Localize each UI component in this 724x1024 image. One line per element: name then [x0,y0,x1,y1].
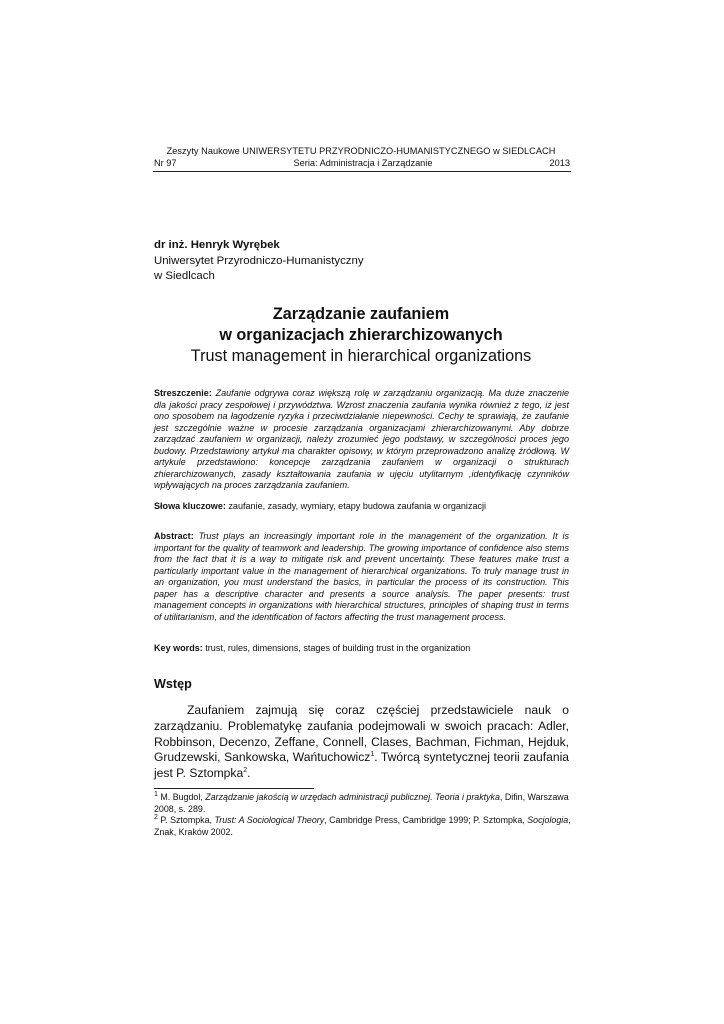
author-name: dr inż. Henryk Wyrębek [154,239,280,251]
footnote-2-book-title-1: Trust: A Sociological Theory [214,815,325,826]
key-words-label: Key words: [154,643,203,653]
slowa-kluczowe-text: zaufanie, zasady, wymiary, etapy budowa zaufania w organizacji [228,501,487,511]
streszczenie-block [154,388,569,492]
footnote-2-middle: , Cambridge Press, Cambridge 1999; P. Sztompka, [324,815,528,826]
author-block [154,238,364,285]
author-city: w Siedlcach [154,270,215,283]
issue-number: Nr 97 [154,158,177,168]
abstract-text: Trust plays an increasingly important role in the management of the organization. It is important for the quality of teamwork and leadership. The growing importance of confidence also stems from the fact that it is a way to mitigate risk and prevent uncertainty. These features make trust a particularly important value in the management of hierarchical organizations. To truly manage trust in an organization, you must understand the basics, in particular the process of its construction. This paper has a descriptive character and presents a source analysis. The paper presents: trust management concepts in organizations with hierarchical structures, principles of shaping trust in terms of utilitarianism, and the identification of factors affecting the trust management process. [154,531,569,622]
footnote-2-author: P. Sztompka, [157,815,215,826]
intro-paragraph [154,703,569,782]
footnote-2 [154,815,572,838]
title-polish-line-1: Zarządzanie zaufaniem [272,305,450,323]
footnote-1-publisher: , Difin, Warszawa 2008, s. 289. [154,792,569,814]
streszczenie-text: Zaufanie odgrywa coraz większą rolę w zarządzaniu organizacją. Ma duże znaczenie dla jakości pracy zespołowej i przywództwa. Wzrost znaczenia zaufania wynika również z tego, iż jest ono sposobem na łagodzenie ryzyka i przeciwdziałanie niepewności. Cechy te sprawiają, że zaufanie jest szczególnie ważne w procesie zarządzania organizacjami zhierarchizowanymi. Aby dobrze zarządzać zaufaniem w organizacji, należy zrozumieć jego podstawy, w szczególności proces jego budowy. Przedstawiony artykuł ma charakter opisowy, w którym przeprowadzono analizę źródłową. W artykule przedstawiono: koncepcje zarządzania zaufaniem w organizacji o strukturach zhierarchizowanych, zasady kształtowania zaufania w ujęciu utylitarnym ,identyfikację czynników wpływających na proces zarządzania zaufaniem. [154,388,569,491]
author-affiliation: Uniwersytet Przyrodniczo-Humanistyczny [154,254,364,267]
footnote-2-publisher: , Znak, Kraków 2002. [154,815,571,837]
footnote-ref-2[interactable]: 2 [243,767,248,775]
footnote-ref-1[interactable]: 1 [370,751,375,759]
header-divider [153,171,571,172]
section-heading: Wstęp [154,677,192,691]
slowa-kluczowe-label: Słowa kluczowe: [154,501,226,511]
key-words-text: trust, rules, dimensions, stages of building trust in the organization [205,643,471,653]
footnote-1-book-title: Zarządzanie jakością w urzędach administracji publicznej. Teoria i praktyka [205,792,500,802]
article-title [150,304,572,366]
footnote-1 [154,792,572,815]
footnote-1-number: 1 [154,791,158,799]
footnote-1-author: M. Bugdol, [157,792,206,802]
streszczenie-label: Streszczenie: [154,388,212,398]
key-words-block [154,643,569,655]
slowa-kluczowe-block [154,501,569,513]
footnotes [154,792,572,838]
footnote-2-number: 2 [154,814,158,822]
journal-title: Zeszyty Naukowe UNIWERSYTETU PRZYRODNICZO-HUMANISTYCZNEGO w SIEDLCACH [166,146,556,156]
footnote-2-book-title-2: Socjologia [527,815,569,826]
title-polish-line-2: w organizacjach zhierarchizowanych [219,326,503,344]
intro-text-3: . [247,766,251,781]
abstract-label: Abstract: [154,531,194,541]
title-english: Trust management in hierarchical organizations [190,347,532,365]
publication-year: 2013 [549,158,570,168]
running-header [154,158,570,168]
intro-text-2: . Twórcą syntetycznej teorii zaufania jest P. Sztompka [154,750,570,781]
footnote-divider [154,788,314,789]
intro-text-1: Zaufaniem zajmują się coraz częściej przedstawiciele nauk o zarządzaniu. Problematykę zaufania podejmowali w swoich pracach: Adler, Robbinson, Decenzo, Zeffane, Connell, Clases, Bachman, Fichman, Hejduk, Grudzewski, Sankowska, Wańtuchowicz [154,703,569,765]
series-name: Seria: Administracja i Zarządzanie [293,158,433,168]
abstract-block [154,531,569,623]
